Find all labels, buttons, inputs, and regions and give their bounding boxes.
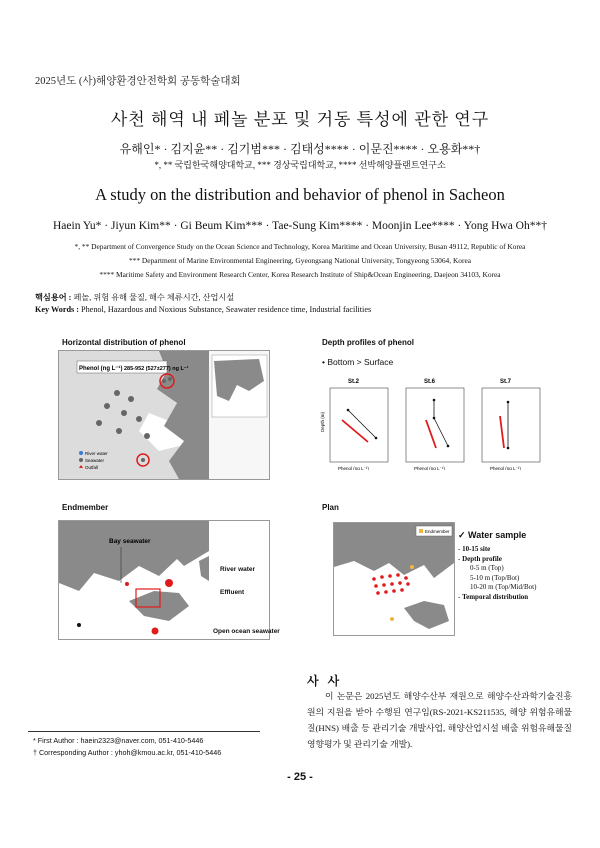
effluent-label: Effluent [220,589,245,596]
svg-text:St.7: St.7 [500,379,512,385]
korean-title: 사천 해역 내 페놀 분포 및 거동 특성에 관한 연구 [110,110,490,129]
depth-bullet-text: Bottom > Surface [327,357,394,367]
english-affiliation-3: **** Maritime Safety and Environment Research Center, Korea Research Institute of Ship&Ocean Engineering, Daejeon 34103, Korea [99,270,501,279]
svg-text:Phenol (ng L⁻¹): Phenol (ng L⁻¹) [414,466,445,470]
bay-seawater-label: Bay seawater [109,538,151,545]
korean-authors: 유해인* · 김지윤** · 김기범*** · 김태성**** · 이문진**** · 오용화**† [119,142,481,156]
depth-profiles-charts [318,372,548,470]
plan-subitem: 0-5 m (Top) [470,564,504,572]
svg-text:St.2: St.2 [348,379,360,385]
plan-item: - Depth profile [458,554,502,563]
keywords-korean-text: 페놀, 위험 유해 물질, 해수 체류시간, 산업시설 [73,293,235,302]
plan-subitem: 10-20 m (Top/Mid/Bot) [470,583,537,591]
english-affiliation-2: *** Department of Marine Environmental Engineering, Gyeongsang National University, Tongyeong 53064, Korea [128,256,472,265]
acknowledgement-text: 이 논문은 2025년도 해양수산부 재원으로 해양수산과학기술진흥원의 지원을 받아 수행된 연구임(RS-2021-KS211535, 해양 위험유해물질(HNS) 배출 등 관리기술 개발사업, 해양산업시설 배출 위험유해물질 영향평가 및 관리기술 개발). [307,691,572,749]
water-sample-heading: ✓ Water sample [458,530,527,540]
svg-text:Depth (m): Depth (m) [320,411,325,432]
english-title: A study on the distribution and behavior of phenol in Sacheon [95,185,505,204]
horizontal-distribution-map [59,351,269,479]
fig-depth-title: Depth profiles of phenol [322,338,414,347]
phenol-unit-label: Phenol (ng L⁻¹) [79,366,123,372]
keywords-korean [35,292,234,303]
plan-list [458,545,536,602]
footnote-corresponding-author: † Corresponding Author : yhoh@kmou.ac.kr, 051-410-5446 [33,748,222,757]
river-water-label: River water [220,566,256,573]
conference-header: 2025년도 (사)해양환경안전학회 공동학술대회 [35,76,241,87]
keywords-english-text: Phenol, Hazardous and Noxious Substance, Seawater residence time, Industrial facilities [81,305,372,314]
keywords-korean-label: 핵심용어 : [35,293,72,302]
fig-horizontal-title: Horizontal distribution of phenol [62,338,186,347]
fig-plan-map [333,522,455,636]
open-ocean-label: Open ocean seawater [213,628,280,635]
phenol-range-label: 285-952 (527±277) ng L⁻¹ [124,366,189,372]
endmember-map [59,521,269,639]
svg-text:River water: River water [85,451,108,456]
plan-subitem: 5-10 m (Top/Bot) [470,573,520,582]
fig-endmember [58,520,270,640]
plan-item: - 10-15 site [458,545,491,553]
korean-affiliations: *, ** 국립한국해양대학교, *** 경상국립대학교, **** 선박해양플랜트연구소 [154,160,446,170]
svg-text:Endmember: Endmember [425,529,450,534]
keywords-english [35,305,371,314]
svg-text:Phenol (ng L⁻¹): Phenol (ng L⁻¹) [490,466,521,470]
acknowledgement-heading: 사 사 [307,674,343,688]
plan-map [334,523,454,635]
depth-profile-st2 [320,379,388,470]
svg-text:Seawater: Seawater [85,458,105,463]
page-number: - 25 - [287,771,313,783]
footnote-divider [28,731,260,732]
svg-text:Outfall: Outfall [85,465,99,470]
footnote-first-author: * First Author : haein2323@naver.com, 051-410-5446 [33,736,204,745]
fig-plan-title: Plan [322,503,339,512]
svg-text:St.6: St.6 [424,379,436,385]
depth-profile-st6 [406,379,464,470]
fig-horizontal-distribution [58,350,270,480]
depth-bullet: • Bottom > Surface [322,357,394,367]
plan-item: - Temporal distribution [458,592,529,601]
english-affiliation-1: *, ** Department of Convergence Study on the Ocean Science and Technology, Korea Maritime and Ocean University, Busan 49112, Republic of Korea [74,242,526,251]
depth-profile-st7 [482,379,540,470]
fig-endmember-title: Endmember [62,503,109,512]
english-authors: Haein Yu* · Jiyun Kim** · Gi Beum Kim*** · Tae-Sung Kim**** · Moonjin Lee**** · Yong Hwa Oh**† [53,220,547,232]
water-sample-heading-text: Water sample [468,530,527,540]
keywords-english-label: Key Words : [35,305,79,314]
svg-text:Phenol (ng L⁻¹): Phenol (ng L⁻¹) [338,466,369,470]
